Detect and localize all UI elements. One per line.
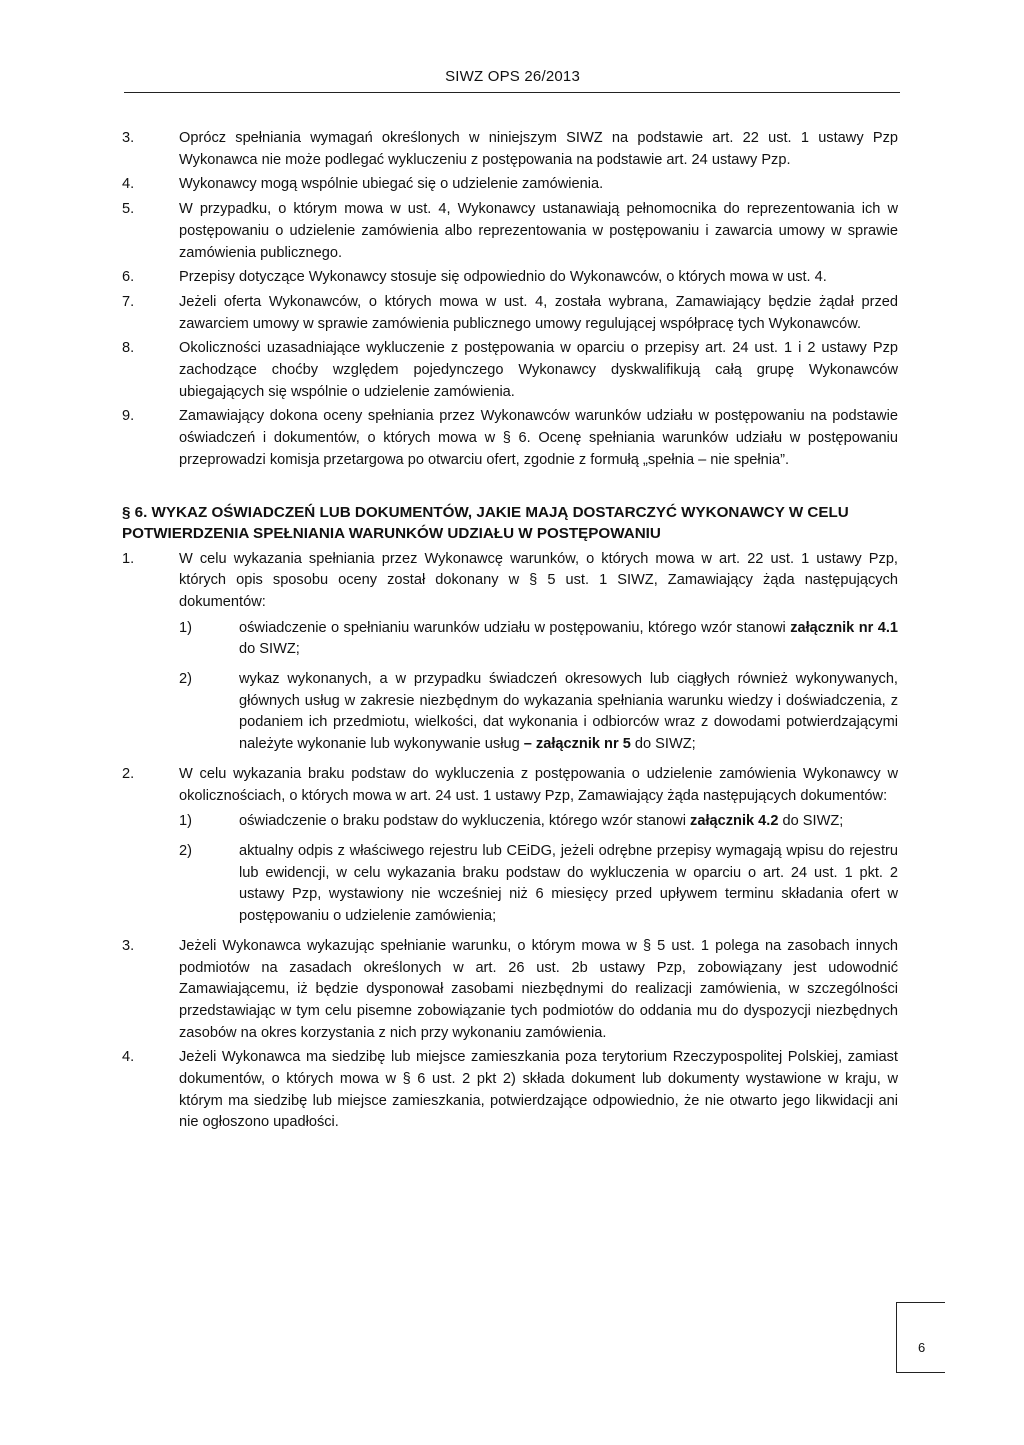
item-number: 1. <box>122 550 135 567</box>
item-number: 6. <box>122 269 135 286</box>
conditions-list <box>122 128 898 472</box>
sub-item <box>179 669 898 756</box>
attachment-ref: załącznik nr 4.1 <box>790 619 899 636</box>
item-text: Oprócz spełniania wymagań określonych w niniejszym SIWZ na podstawie art. 22 ust. 1 ustawy Pzp Wykonawca nie może podlegać wykluczeniu z postępowania na podstawie art. 24 ustawy Pzp. <box>179 130 898 168</box>
page-number-frame <box>896 1302 945 1373</box>
item-number: 3. <box>122 130 135 146</box>
sub-item-text: oświadczenie o braku podstaw do wykluczenia, którego wzór stanowi <box>239 813 691 830</box>
attachment-ref: załącznik 4.2 <box>690 813 779 830</box>
sub-item-tail: do SIWZ; <box>630 736 696 753</box>
item-text: Zamawiający dokona oceny spełniania przez Wykonawców warunków udziału w postępowaniu na podstawie oświadczeń i dokumentów, o których mowa w § 6. Ocenę spełniania warunków udziału w postępowaniu przeprowadzi komisja przetargowa po otwarciu ofert, zgodnie z formułą „spełnia – nie spełnia”. <box>179 408 898 468</box>
list-item <box>122 292 898 335</box>
item-text: W przypadku, o którym mowa w ust. 4, Wykonawcy ustanawiają pełnomocnika do reprezentowania ich w postępowaniu o udzielenie zamówienia albo reprezentowania w postępowaniu i zawarcia umowy w sprawie zamówienia publicznego. <box>179 201 898 261</box>
sub-item-number: 1) <box>179 619 192 636</box>
document-body <box>122 128 898 1137</box>
item-text: Okoliczności uzasadniające wykluczenie z postępowania w oparciu o przepisy art. 24 ust. 1 i 2 ustawy Pzp zachodzące choćby względem pojedynczego Wykonawcy dyskwalifikują całą grupę Wykonawców ubiegających się wspólnie o udzielenie zamówienia. <box>179 340 898 400</box>
sub-item <box>179 841 898 928</box>
sub-item-text: wykaz wykonanych, a w przypadku świadczeń okresowych lub ciągłych również wykonywanych, głównych usług w zakresie niezbędnym do wykazania spełniania warunku wiedzy i doświadczenia, z podaniem ich przedmiotu, wielkości, dat wykonania i odbiorców wraz z dowodami potwierdzającymi należyte wykonanie lub wykonywanie usług <box>239 671 898 753</box>
sub-item-tail: do SIWZ; <box>778 813 844 830</box>
list-item <box>122 174 898 196</box>
item-number: 7. <box>122 293 135 310</box>
sub-item <box>179 811 898 833</box>
item-text: Wykonawcy mogą wspólnie ubiegać się o udzielenie zamówienia. <box>179 176 604 193</box>
sub-item-number: 1) <box>179 813 192 830</box>
sub-item-tail: do SIWZ; <box>239 641 300 658</box>
section-heading: § 6. WYKAZ OŚWIADCZEŃ LUB DOKUMENTÓW, JAKIE MAJĄ DOSTARCZYĆ WYKONAWCY W CELU POTWIERDZENIA SPEŁNIANIA WARUNKÓW UDZIAŁU W POSTĘPOWANIU <box>122 503 849 543</box>
item-number: 4. <box>122 176 135 193</box>
list-item <box>122 267 898 289</box>
item-number: 9. <box>122 408 135 425</box>
page-header <box>124 66 900 93</box>
list-item <box>122 764 898 928</box>
item-number: 5. <box>122 201 135 218</box>
item-number: 8. <box>122 340 135 357</box>
item-text: Jeżeli Wykonawca wykazując spełnianie warunku, o którym mowa w § 5 ust. 1 polega na zasobach innych podmiotów na zasadach określonych w art. 26 ust. 2b ustawy Pzp, zobowiązany jest udowodnić Zamawiającemu, iż będzie dysponował zasobami niezbędnymi do realizacji zamówienia, w szczególności przedstawiając w tym celu pisemne zobowiązanie tych podmiotów do oddania mu do dyspozycji niezbędnych zasobów na okres korzystania z nich przy wykonaniu zamówienia. <box>179 937 898 1041</box>
item-number: 3. <box>122 937 135 954</box>
item-text: Jeżeli Wykonawca ma siedzibę lub miejsce zamieszkania poza terytorium Rzeczypospolitej Polskiej, zamiast dokumentów, o których mowa w § 6 ust. 2 pkt 2) składa dokument lub dokumenty wystawione w kraju, w którym ma siedzibę lub miejsce zamieszkania, potwierdzające odpowiednio, że nie otwarto jego likwidacji ani nie ogłoszono upadłości. <box>179 1049 898 1131</box>
sub-item <box>179 618 898 661</box>
item-number: 2. <box>122 765 135 782</box>
page-number: 6 <box>918 1340 926 1355</box>
item-number: 4. <box>122 1049 135 1066</box>
item-text: Przepisy dotyczące Wykonawcy stosuje się odpowiednio do Wykonawców, o których mowa w ust. 4. <box>179 269 827 286</box>
item-text: W celu wykazania braku podstaw do wykluczenia z postępowania o udzielenie zamówienia Wykonawcy w okolicznościach, o których mowa w art. 24 ust. 1 ustawy Pzp, Zamawiający żąda następujących dokumentów: <box>179 765 898 804</box>
list-item <box>122 338 898 403</box>
sub-item-text: aktualny odpis z właściwego rejestru lub CEiDG, jeżeli odrębne przepisy wymagają wpisu do rejestru lub ewidencji, w celu wykazania braku podstaw do wykluczenia w oparciu o art. 24 ust. 1 pkt. 2 ustawy Pzp, wystawiony nie wcześniej niż 6 miesięcy przed upływem terminu składania ofert w postępowaniu o udzielenie zamówienia; <box>239 842 898 925</box>
item-text: W celu wykazania spełniania przez Wykonawcę warunków, o których mowa w art. 22 ust. 1 ustawy Pzp, których opis sposobu oceny został dokonany w § 5 ust. 1 SIWZ, Zamawiający żąda następujących dokumentów: <box>179 550 898 610</box>
list-item <box>122 936 898 1045</box>
list-item <box>122 1047 898 1134</box>
document-reference: SIWZ OPS 26/2013 <box>445 68 580 85</box>
sub-item-text: oświadczenie o spełnianiu warunków udziału w postępowaniu, którego wzór stanowi <box>239 619 791 636</box>
sub-item-number: 2) <box>179 842 192 859</box>
list-item <box>122 199 898 264</box>
documents-list <box>122 549 898 1135</box>
sub-item-number: 2) <box>179 671 192 688</box>
attachment-ref: – załącznik nr 5 <box>523 736 631 753</box>
item-text: Jeżeli oferta Wykonawców, o których mowa w ust. 4, została wybrana, Zamawiający będzie żądał przed zawarciem umowy w sprawie zamówienia publicznego umowy regulującej współpracę tych Wykonawców. <box>179 293 898 332</box>
list-item <box>122 128 898 171</box>
list-item <box>122 549 898 756</box>
list-item <box>122 406 898 471</box>
